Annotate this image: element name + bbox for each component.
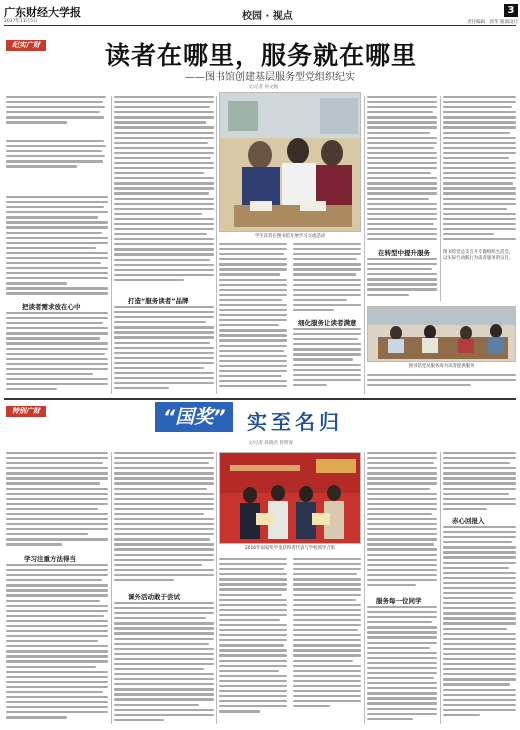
divider xyxy=(111,452,112,724)
column-5b-text xyxy=(367,258,437,302)
photo-scholarship-ceremony xyxy=(219,452,361,544)
headline-quote-part: “国奖” xyxy=(155,402,233,432)
column-4-text xyxy=(293,243,361,317)
divider xyxy=(216,96,217,394)
bottom-column-1b-text xyxy=(6,564,108,724)
column-1b-text xyxy=(6,312,108,394)
intro-quote-2 xyxy=(6,140,108,192)
top-subhead-2: 打造“服务读者”品牌 xyxy=(128,297,189,305)
bottom-subhead-3: 服务每一位同学 xyxy=(376,597,422,605)
divider xyxy=(111,96,112,394)
caption-top-photo-2: 图书馆党总支召开专题组织生活会，以实际行动践行为读者服务的宗旨。 xyxy=(443,250,514,261)
bottom-column-2b-text xyxy=(114,602,214,724)
masthead xyxy=(4,4,516,24)
headline-rest-part: 实至名归 xyxy=(247,410,343,434)
issue-date: 2017年11月5日 xyxy=(4,19,38,24)
divider xyxy=(364,96,365,394)
page-number: 3 xyxy=(504,4,518,17)
photo-service-desk-image xyxy=(368,307,516,362)
column-2-text xyxy=(114,96,214,290)
column-4b-text xyxy=(293,328,361,394)
bottom-column-2-text xyxy=(114,452,214,588)
divider xyxy=(440,96,441,301)
section-title: 校园 · 视点 xyxy=(242,11,293,22)
top-headline: 读者在哪里，服务就在哪里 xyxy=(104,41,417,70)
caption-bottom-photo: 2016年国家奖学金获得者代表与学校领导合影 xyxy=(244,546,336,551)
bottom-column-6b-text xyxy=(443,526,516,724)
bottom-column-1-text xyxy=(6,452,108,548)
bottom-subhead-1: 学习注重方法得当 xyxy=(24,555,76,563)
section-rule xyxy=(4,398,516,400)
column-6-text xyxy=(443,96,516,246)
column-3-text xyxy=(219,243,287,393)
photo-students-studying xyxy=(219,92,361,232)
divider xyxy=(364,452,365,724)
top-subhead-3: 细化服务让读者满意 xyxy=(298,319,357,327)
photo-students-image xyxy=(220,93,361,232)
column-1-text xyxy=(6,196,108,296)
paper-name: 广东财经大学报 xyxy=(4,6,81,19)
bottom-column-4-text xyxy=(293,558,361,724)
header-rule xyxy=(4,25,516,26)
intro-quote xyxy=(6,96,108,136)
top-subheadline: ——图书馆创建基层服务型党组织纪实 xyxy=(185,72,355,83)
section-tag-top: 纪实广财 xyxy=(6,40,46,51)
bottom-column-5-text xyxy=(367,452,437,592)
divider xyxy=(440,452,441,724)
bottom-column-3-text xyxy=(219,558,287,724)
column-2b-text xyxy=(114,306,214,394)
divider xyxy=(216,452,217,724)
photo-ceremony-image xyxy=(220,453,361,544)
bottom-headline xyxy=(155,404,415,434)
bottom-subhead-2: 课外活动敢于尝试 xyxy=(128,593,180,601)
top-subhead-1: 把读者需求放在心中 xyxy=(22,303,81,311)
photo-service-desk xyxy=(367,306,516,362)
column-5-text xyxy=(367,96,437,246)
column-6b-text xyxy=(367,374,516,394)
top-subhead-4: 在转型中提升服务 xyxy=(378,249,430,257)
bottom-byline: 文/记者 陈晓君 曾明睿 xyxy=(248,441,293,446)
top-byline: 文/记者 何文甄 xyxy=(248,85,278,90)
caption-top-photo-1: 学生读者在图书馆开展学习交流活动 xyxy=(254,234,326,239)
editor-credit: 责任编辑：郭华 版面设计 xyxy=(467,20,518,25)
caption-top-photo-3: 图书馆党员服务岗为读者提供服务 xyxy=(408,364,475,369)
section-tag-bottom: 特别广财 xyxy=(6,406,46,417)
bottom-subhead-4: 赤心回报入 xyxy=(452,517,485,525)
bottom-column-6-text xyxy=(443,452,516,512)
bottom-column-5b-text xyxy=(367,606,437,724)
